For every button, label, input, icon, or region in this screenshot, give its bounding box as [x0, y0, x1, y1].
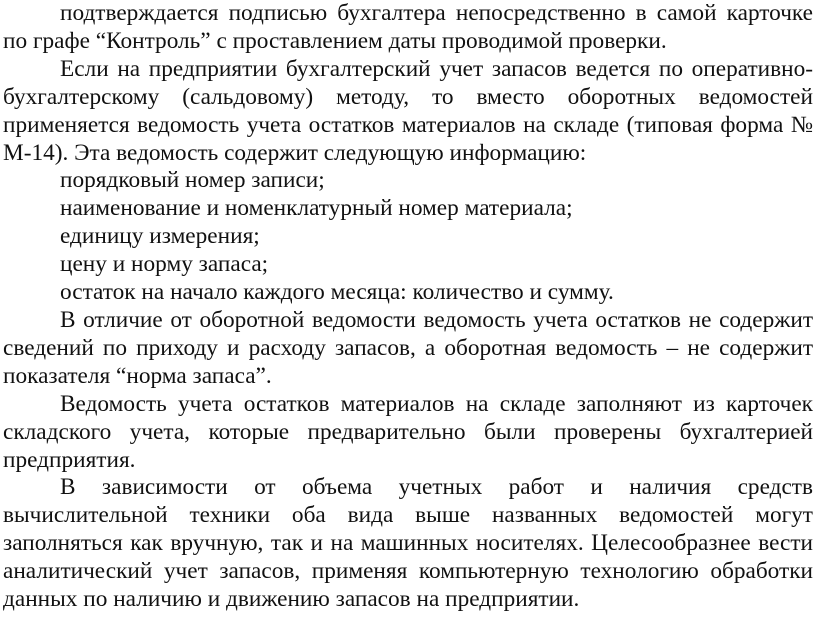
paragraph-difference: В отличие от оборотной ведомости ведомость учета остатков не содержит сведений по приходу и расходу запасов, а оборотная ведомость – не содержит показателя “норма запаса”.: [3, 306, 813, 389]
paragraph-balance-method: Если на предприятии бухгалтерский учет запасов ведется по оперативно-бухгалтерскому (сальдовому) методу, то вместо оборотных ведомостей применяется ведомость учета остатков материалов на складе (типовая форма № М-14). Эта ведомость содержит следующую информацию:: [3, 55, 813, 166]
paragraph-fill-source: Ведомость учета остатков материалов на складе заполняют из карточек складского учета, которые предварительно были проверены бухгалтерией предприятия.: [3, 390, 813, 473]
list-item: наименование и номенклатурный номер материала;: [60, 195, 573, 222]
list-item: единицу измерения;: [60, 223, 260, 250]
list-item: порядковый номер записи;: [60, 167, 325, 194]
document-page: [3, 0, 813, 614]
paragraph-automation: В зависимости от объема учетных работ и наличия средств вычислительной техники оба вида выше названных ведомостей могут заполняться как вручную, так и на машинных носителях. Целесообразнее вести аналитический учет запасов, применяя компьютерную технологию обработки данных по наличию и движению запасов на предприятии.: [3, 474, 813, 613]
info-list: [3, 167, 813, 307]
paragraph-control-signature: подтверждается подписью бухгалтера непосредственно в самой карточке по графе “Контроль” с проставлением даты проводимой проверки.: [3, 0, 813, 54]
list-item: цену и норму запаса;: [60, 251, 269, 278]
list-item: остаток на начало каждого месяца: количество и сумму.: [60, 279, 614, 306]
